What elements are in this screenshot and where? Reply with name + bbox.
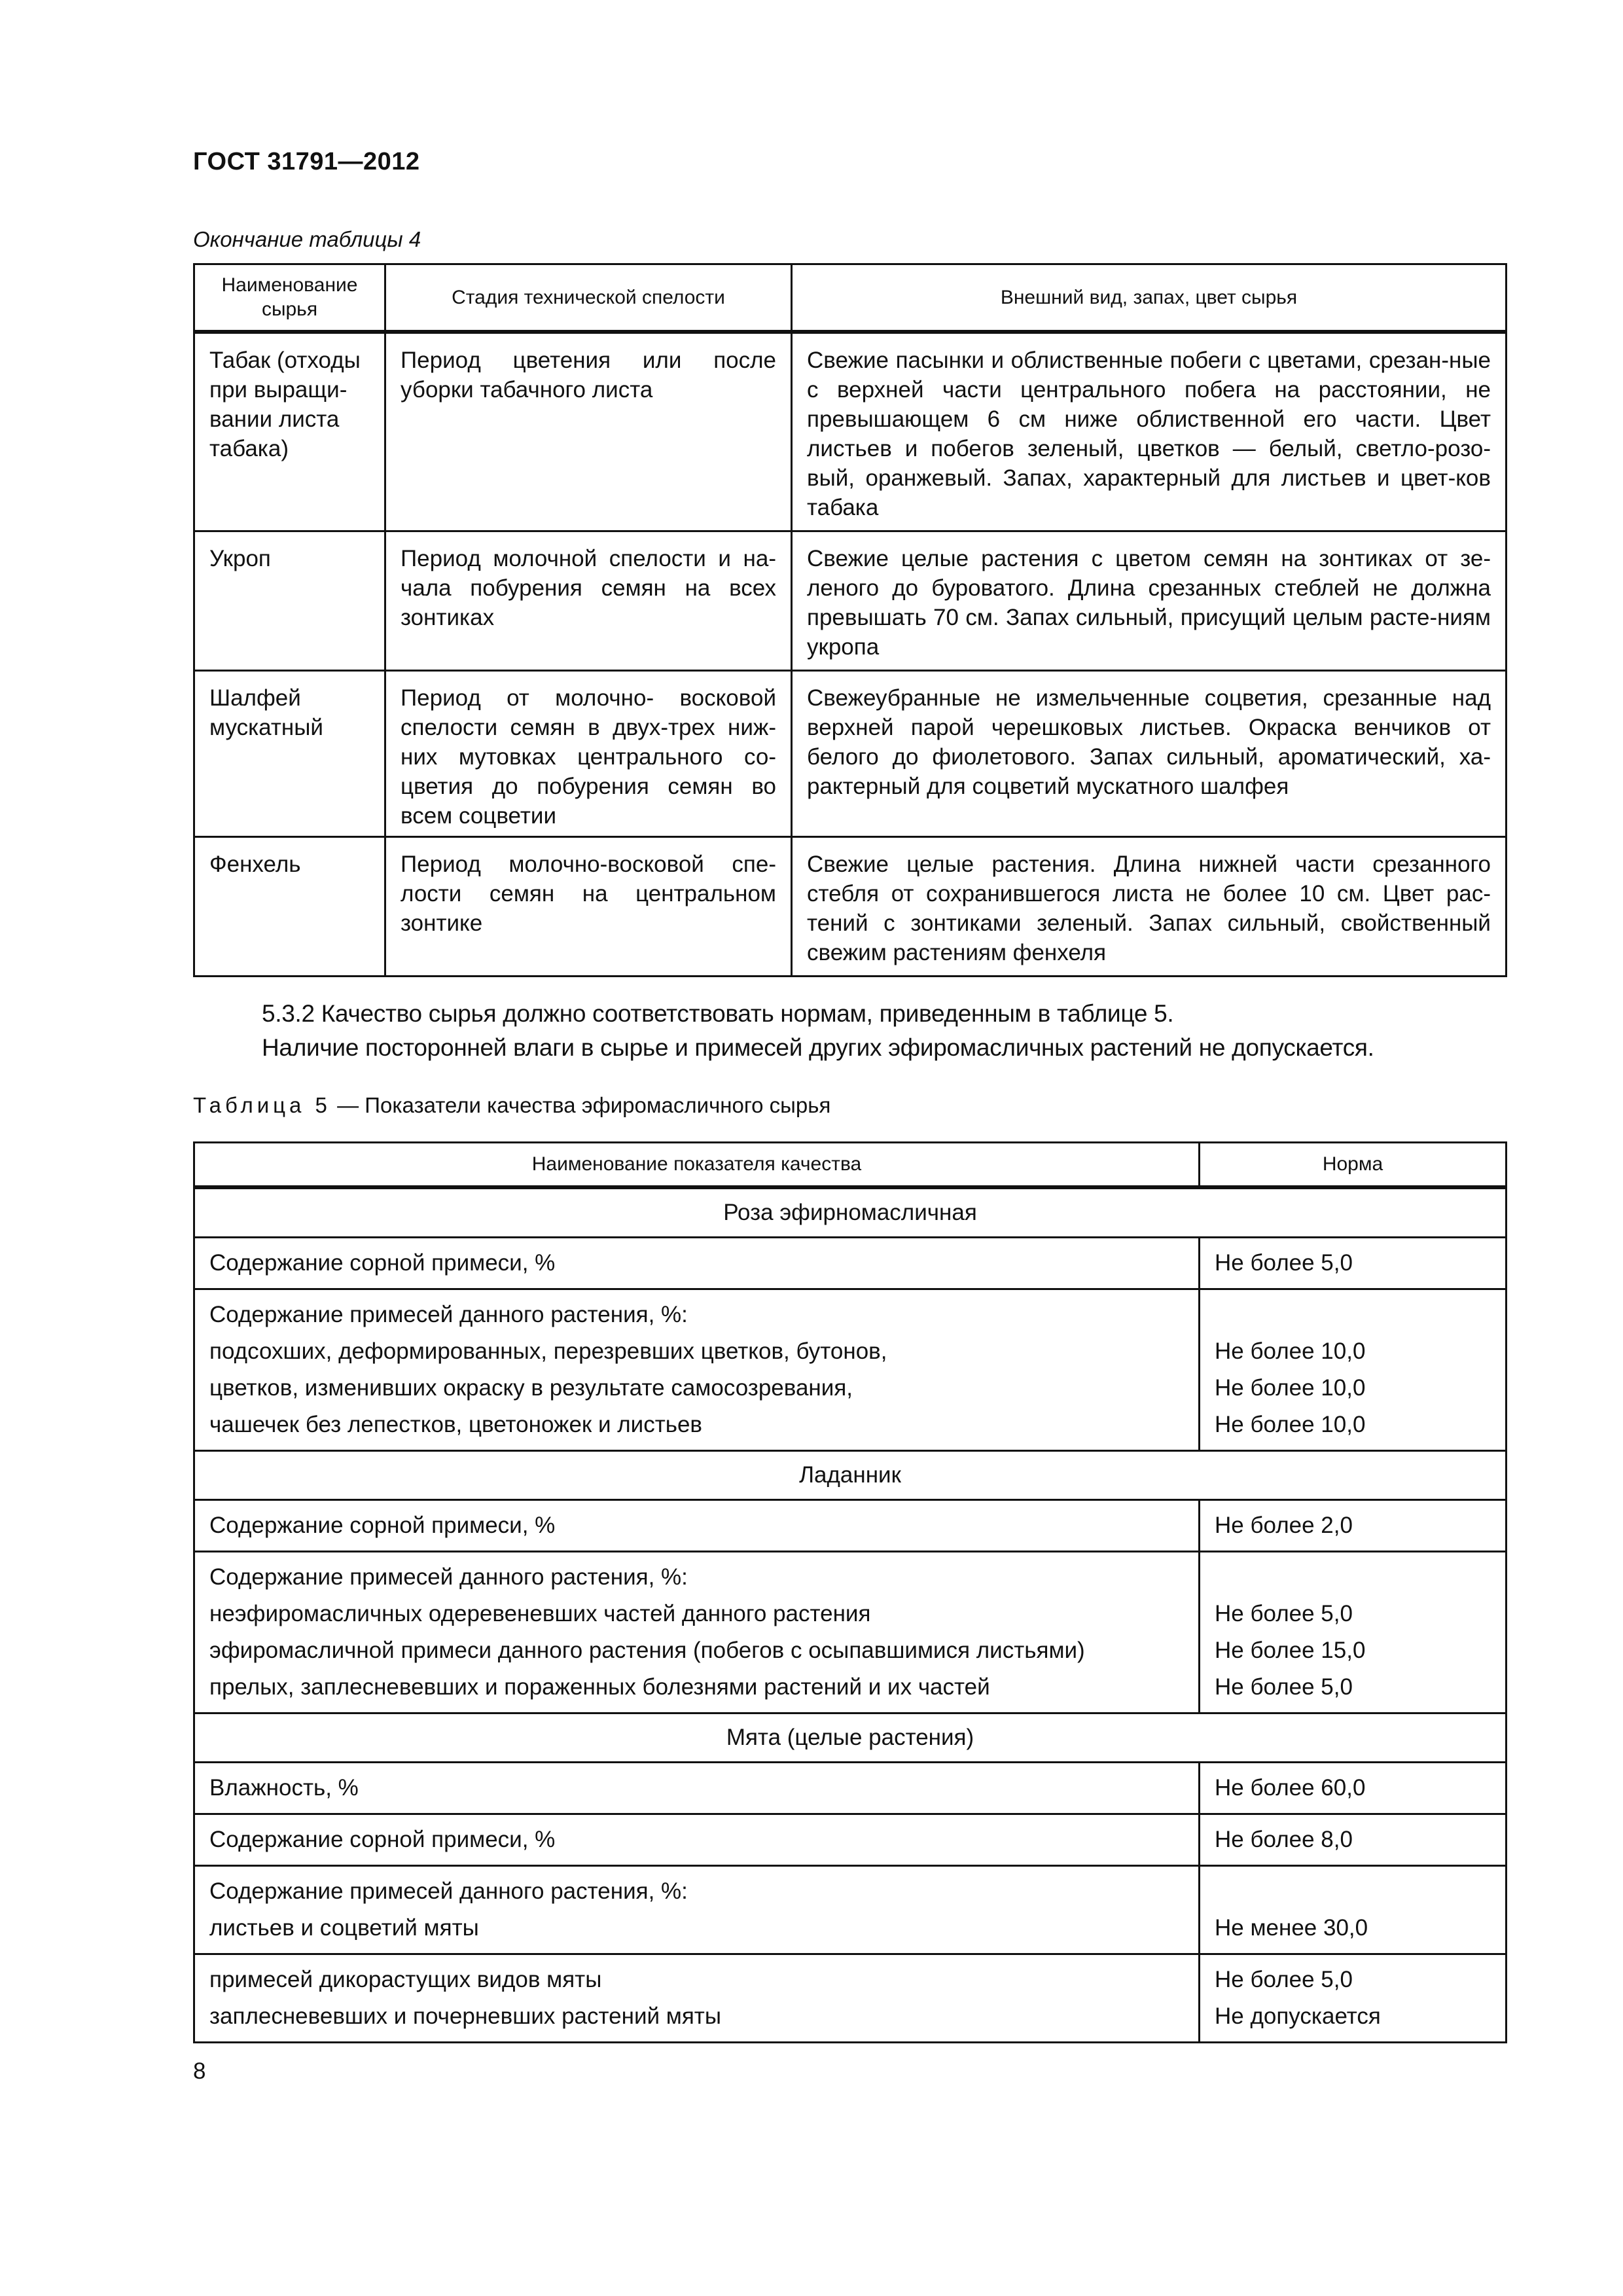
table-row (194, 837, 1507, 977)
section-row (194, 1713, 1507, 1762)
indicator-line: Содержание примесей данного растения, %: (209, 1301, 688, 1327)
table-5-caption-title: — Показатели качества эфиромасличного сырья (330, 1093, 831, 1117)
norm-line: Не допускается (1215, 2003, 1381, 2029)
table-header-row (194, 1143, 1507, 1187)
indicator-line: листьев и соцветий мяты (209, 1914, 479, 1941)
norm-line: Не более 10,0 (1215, 1411, 1366, 1437)
table-row (194, 1237, 1507, 1289)
cell-indicator (194, 1814, 1200, 1865)
norm-line (1215, 1873, 1491, 1910)
cell-name: Фенхель (194, 837, 385, 977)
cell-appearance: Свежие целые растения. Длина нижней части срезанного стебля от сохранившегося листа не более 10 см. Цвет рас-тений с зонтиками зеленый. Запах сильный, свойственный свежим растениям фенхеля (792, 837, 1507, 977)
norm-line: Не более 5,0 (1215, 1966, 1353, 1992)
cell-norm (1200, 1814, 1507, 1865)
indicator-line: Влажность, % (209, 1774, 359, 1801)
cell-stage: Период молочной спелости и на-чала побурения семян на всех зонтиках (385, 531, 792, 671)
cell-name: Шалфей мускатный (194, 671, 385, 837)
cell-stage: Период молочно-восковой спе-лости семян на центральном зонтике (385, 837, 792, 977)
cell-indicator (194, 1289, 1200, 1450)
norm-line: Не более 10,0 (1215, 1374, 1366, 1401)
column-header-name: Наименование сырья (194, 264, 385, 332)
norm-line: Не более 8,0 (1215, 1826, 1353, 1852)
section-title: Роза эфирномасличная (194, 1187, 1507, 1238)
column-header-stage: Стадия технической спелости (385, 264, 792, 332)
indicator-line: неэфиромасличных одеревеневших частей данного растения (209, 1600, 871, 1626)
norm-line: Не более 5,0 (1215, 1674, 1353, 1700)
cell-name: Укроп (194, 531, 385, 671)
indicator-line: Содержание примесей данного растения, %: (209, 1564, 688, 1590)
table-row (194, 1762, 1507, 1814)
norm-line: Не более 10,0 (1215, 1338, 1366, 1364)
norm-line (1215, 1297, 1491, 1333)
column-header-indicator: Наименование показателя качества (194, 1143, 1200, 1187)
table-row (194, 1499, 1507, 1551)
table-row (194, 531, 1507, 671)
cell-indicator (194, 1865, 1200, 1954)
table-row (194, 332, 1507, 531)
paragraph-5-3-2: 5.3.2 Качество сырья должно соответствовать нормам, приведенным в таблице 5. (262, 1000, 1174, 1027)
section-title: Мята (целые растения) (194, 1713, 1507, 1762)
indicator-line: чашечек без лепестков, цветоножек и листьев (209, 1411, 703, 1437)
norm-line: Не более 2,0 (1215, 1512, 1353, 1538)
table-row (194, 1551, 1507, 1713)
cell-stage: Период цветения или после уборки табачного листа (385, 332, 792, 531)
cell-norm (1200, 1865, 1507, 1954)
norm-line (1215, 1559, 1491, 1596)
column-header-appearance: Внешний вид, запах, цвет сырья (792, 264, 1507, 332)
section-row (194, 1187, 1507, 1238)
table-5 (193, 1141, 1507, 2043)
cell-name: Табак (отходы при выращи-вании листа табака) (194, 332, 385, 531)
indicator-line: эфиромасличной примеси данного растения (побегов с осыпавшимися листьями) (209, 1637, 1085, 1663)
cell-appearance: Свежеубранные не измельченные соцветия, срезанные над верхней парой черешковых листьев. Окраска венчиков от белого до фиолетового. Запах сильный, ароматический, ха-рактерный для соцветий мускатного шалфея (792, 671, 1507, 837)
cell-indicator (194, 1499, 1200, 1551)
cell-appearance: Свежие целые растения с цветом семян на зонтиках от зе-леного до буроватого. Длина срезанных стеблей не должна превышать 70 см. Запах сильный, присущий целым расте-ниям укропа (792, 531, 1507, 671)
table-5-caption-prefix: Таблица 5 (193, 1093, 331, 1117)
norm-line: Не более 15,0 (1215, 1637, 1366, 1663)
table-row (194, 1814, 1507, 1865)
cell-indicator (194, 1762, 1200, 1814)
norm-line: Не более 5,0 (1215, 1249, 1353, 1276)
indicator-line: прелых, заплесневевших и пораженных болезнями растений и их частей (209, 1674, 990, 1700)
cell-norm (1200, 1551, 1507, 1713)
indicator-line: примесей дикорастущих видов мяты (209, 1966, 602, 1992)
cell-norm (1200, 1762, 1507, 1814)
cell-norm (1200, 1954, 1507, 2042)
indicator-line: цветков, изменивших окраску в результате самосозревания, (209, 1374, 853, 1401)
table-row (194, 671, 1507, 837)
cell-norm (1200, 1289, 1507, 1450)
section-row (194, 1450, 1507, 1499)
norm-line: Не более 5,0 (1215, 1600, 1353, 1626)
cell-indicator (194, 1237, 1200, 1289)
indicator-line: Содержание сорной примеси, % (209, 1826, 556, 1852)
page-number: 8 (193, 2058, 206, 2084)
table-header-row (194, 264, 1507, 332)
cell-norm (1200, 1499, 1507, 1551)
indicator-line: подсохших, деформированных, перезревших цветков, бутонов, (209, 1338, 887, 1364)
indicator-line: заплесневевших и почерневших растений мяты (209, 2003, 721, 2029)
indicator-line: Содержание сорной примеси, % (209, 1249, 556, 1276)
table-4-caption: Окончание таблицы 4 (193, 227, 421, 251)
indicator-line: Содержание сорной примеси, % (209, 1512, 556, 1538)
cell-indicator (194, 1551, 1200, 1713)
section-title: Ладанник (194, 1450, 1507, 1499)
column-header-norm: Норма (1200, 1143, 1507, 1187)
indicator-line: Содержание примесей данного растения, %: (209, 1878, 688, 1904)
document-code: ГОСТ 31791—2012 (193, 148, 420, 175)
table-row (194, 1865, 1507, 1954)
table-row (194, 1954, 1507, 2042)
cell-indicator (194, 1954, 1200, 2042)
paragraph-moisture: Наличие посторонней влаги в сырье и примесей других эфиромасличных растений не допускается. (262, 1034, 1374, 1061)
norm-line: Не менее 30,0 (1215, 1914, 1368, 1941)
norm-line: Не более 60,0 (1215, 1774, 1366, 1801)
cell-appearance: Свежие пасынки и облиственные побеги с цветами, срезан-ные с верхней части центрального побега на расстоянии, не превышающем 6 см ниже облиственной его части. Цвет листьев и побегов зеленый, цветков — белый, светло-розо-вый, оранжевый. Запах, характерный для листьев и цвет-ков табака (792, 332, 1507, 531)
cell-stage: Период от молочно- восковой спелости семян в двух-трех ниж-них мутовках центрального со-цветия до побурения семян во всем соцветии (385, 671, 792, 837)
table-row (194, 1289, 1507, 1450)
cell-norm (1200, 1237, 1507, 1289)
table-4 (193, 263, 1507, 977)
table-5-caption (193, 1093, 830, 1118)
